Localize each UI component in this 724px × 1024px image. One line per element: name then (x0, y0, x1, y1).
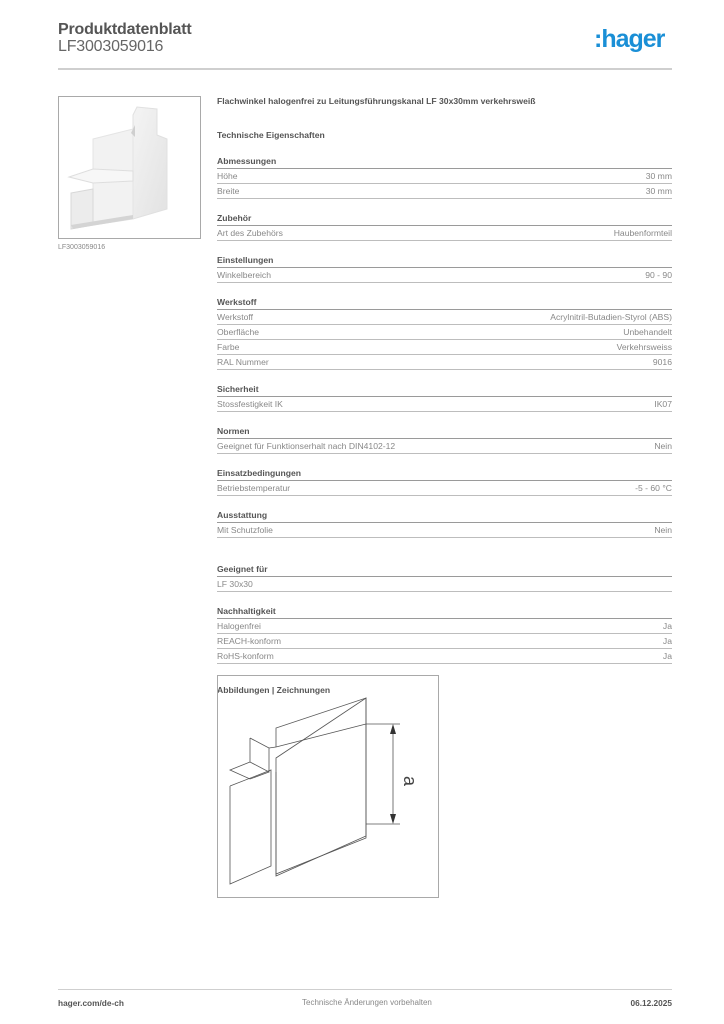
section-nachhaltigkeit (217, 605, 672, 664)
table-row (217, 226, 672, 241)
section-zubehoer (217, 212, 672, 241)
table-row (217, 340, 672, 355)
product-image (58, 96, 201, 239)
row-label: Oberfläche (217, 327, 260, 337)
row-label: RAL Nummer (217, 357, 269, 367)
row-label: Winkelbereich (217, 270, 271, 280)
product-image-caption: LF3003059016 (58, 244, 106, 251)
row-label: Farbe (217, 342, 240, 352)
row-label: Breite (217, 186, 240, 196)
product-photo-icon (59, 97, 200, 238)
section-ausstattung (217, 509, 672, 538)
row-value: 30 mm (645, 186, 672, 196)
row-value: Ja (662, 636, 672, 646)
technical-drawing (217, 675, 439, 898)
table-row (217, 325, 672, 340)
section-title: Geeignet für (217, 563, 672, 577)
table-row (217, 439, 672, 454)
table-row (217, 268, 672, 283)
section-title: Normen (217, 425, 672, 439)
table-row (217, 355, 672, 370)
section-title: Sicherheit (217, 383, 672, 397)
section-title: Werkstoff (217, 296, 672, 310)
row-label: Halogenfrei (217, 621, 261, 631)
tech-properties-heading: Technische Eigenschaften (217, 130, 325, 140)
row-label: Art des Zubehörs (217, 228, 283, 238)
table-row (217, 310, 672, 325)
row-label: Stossfestigkeit IK (217, 399, 283, 409)
header-divider (58, 68, 672, 70)
product-description: Flachwinkel halogenfrei zu Leitungsführungskanal LF 30x30mm verkehrsweiß (217, 96, 536, 106)
row-label: Höhe (217, 171, 238, 181)
hager-logo: :hager (594, 25, 665, 53)
row-value: IK07 (654, 399, 672, 409)
table-row (217, 649, 672, 664)
section-geeignet-fuer (217, 563, 672, 592)
row-value: Nein (654, 525, 672, 535)
row-label: Werkstoff (217, 312, 253, 322)
section-einstellungen (217, 254, 672, 283)
row-label: Geeignet für Funktionserhalt nach DIN4102-12 (217, 441, 396, 451)
section-title: Ausstattung (217, 509, 672, 523)
footer-date: 06.12.2025 (630, 998, 672, 1008)
section-einsatzbedingungen (217, 467, 672, 496)
row-label: RoHS-konform (217, 651, 274, 661)
row-value: Verkehrsweiss (616, 342, 672, 352)
product-code: LF3003059016 (58, 38, 164, 55)
footer-disclaimer: Technische Änderungen vorbehalten (302, 998, 432, 1007)
section-werkstoff (217, 296, 672, 370)
section-title: Nachhaltigkeit (217, 605, 672, 619)
row-value: Ja (662, 621, 672, 631)
row-label: Betriebstemperatur (217, 483, 291, 493)
section-sicherheit (217, 383, 672, 412)
header-title: Produktdatenblatt (58, 21, 192, 38)
section-title: Abmessungen (217, 155, 672, 169)
row-value: 9016 (652, 357, 672, 367)
section-title: Einsatzbedingungen (217, 467, 672, 481)
table-row (217, 397, 672, 412)
table-row (217, 481, 672, 496)
table-row (217, 523, 672, 538)
table-row (217, 169, 672, 184)
row-label: REACH-konform (217, 636, 281, 646)
drawings-heading: Abbildungen | Zeichnungen (217, 685, 331, 695)
main-content (217, 96, 672, 697)
footer-divider (58, 989, 672, 990)
row-value: Haubenformteil (613, 228, 672, 238)
row-value: Nein (654, 441, 672, 451)
section-abmessungen (217, 155, 672, 199)
table-row (217, 184, 672, 199)
dimension-drawing-icon (218, 676, 438, 897)
row-value: 90 - 90 (645, 270, 672, 280)
row-label: Mit Schutzfolie (217, 525, 273, 535)
table-row (217, 577, 672, 592)
section-title: Zubehör (217, 212, 672, 226)
row-value: -5 - 60 °C (635, 483, 672, 493)
row-value: Ja (662, 651, 672, 661)
dimension-label: a (400, 776, 420, 787)
table-row (217, 634, 672, 649)
section-normen (217, 425, 672, 454)
table-row (217, 619, 672, 634)
footer-website-link[interactable]: hager.com/de-ch (58, 998, 124, 1008)
row-value: Acrylnitril-Butadien-Styrol (ABS) (550, 312, 672, 322)
row-value: 30 mm (645, 171, 672, 181)
section-title: Einstellungen (217, 254, 672, 268)
row-value: Unbehandelt (623, 327, 672, 337)
row-label: LF 30x30 (217, 579, 253, 589)
